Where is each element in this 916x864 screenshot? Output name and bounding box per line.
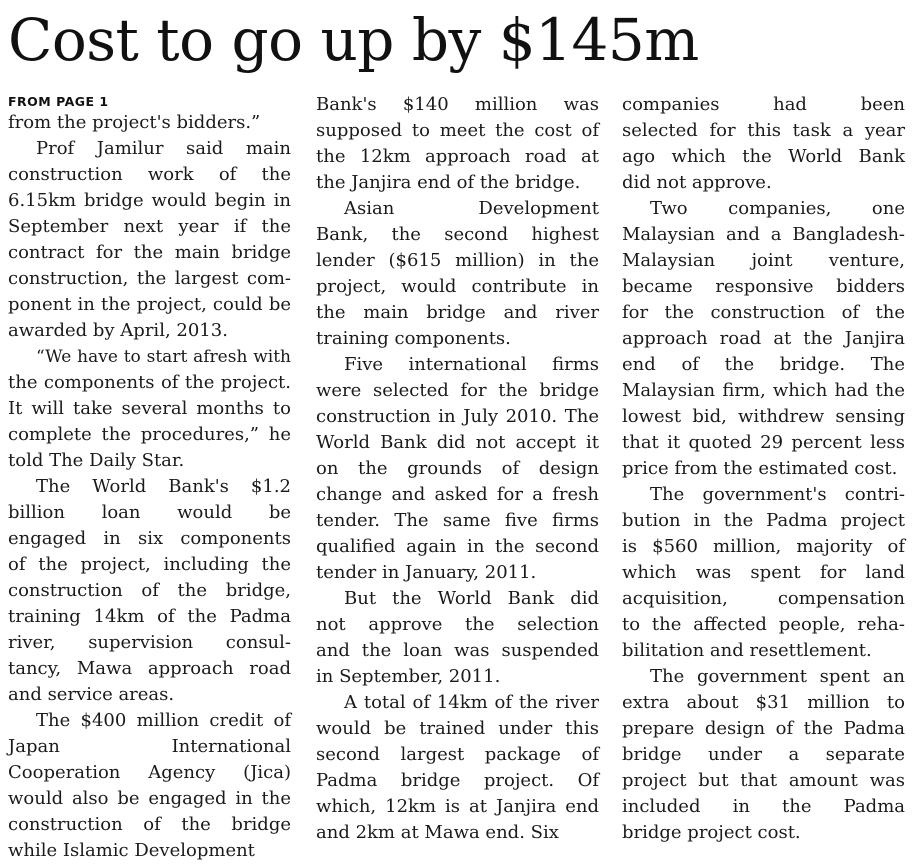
article-paragraph <box>316 92 599 196</box>
text-line: construction of the bridge <box>8 814 291 835</box>
text-line: The government spent an <box>650 666 905 687</box>
text-line: The World Bank's $1.2 <box>36 476 291 497</box>
text-line: contract for the main bridge <box>8 242 291 263</box>
text-line: “We have to start afresh with <box>36 347 291 367</box>
article-paragraph <box>316 690 599 846</box>
text-line: which was spent for land <box>622 562 905 583</box>
text-line: extra about $31 million to <box>622 692 905 713</box>
text-line: the main bridge and river <box>316 302 599 323</box>
text-line: construction, the largest com- <box>8 268 291 289</box>
headline: Cost to go up by $145m <box>8 6 699 74</box>
article-column-1 <box>8 92 291 861</box>
text-line: construction of the bridge, <box>8 580 291 601</box>
article-paragraph <box>316 586 599 690</box>
text-line: would be trained under this <box>316 718 599 739</box>
text-line: included in the Padma <box>622 796 905 817</box>
article-paragraph <box>8 474 291 708</box>
text-line: in September, 2011. <box>316 666 501 687</box>
text-line: companies had been <box>622 94 905 115</box>
article-paragraph <box>316 352 599 586</box>
text-line: Bank's $140 million was <box>316 94 599 115</box>
text-line: Malaysian firm, which had the <box>622 380 905 401</box>
text-line: project, would contribute in <box>316 276 599 297</box>
text-line: project but that amount was <box>622 770 905 791</box>
article-paragraph <box>8 136 291 344</box>
text-line: Japan International <box>8 736 291 757</box>
article-paragraph <box>8 344 291 474</box>
text-line: It will take several months to <box>8 398 291 419</box>
text-line: tender in January, 2011. <box>316 562 537 583</box>
text-line: second largest package of <box>316 744 599 765</box>
text-line: told The Daily Star. <box>8 450 185 471</box>
text-line: construction in July 2010. The <box>316 406 599 427</box>
text-line: bution in the Padma project <box>622 510 905 531</box>
text-line: that it quoted 29 percent less <box>622 432 905 453</box>
text-line: were selected for the bridge <box>316 380 599 401</box>
text-line: engaged in six components <box>8 528 291 549</box>
text-line: Bank, the second highest <box>316 224 599 245</box>
text-line: end of the bridge. The <box>622 354 905 375</box>
article-paragraph <box>622 664 905 846</box>
text-line: World Bank did not accept it <box>316 432 599 453</box>
text-line: river, supervision consul- <box>8 632 291 653</box>
text-line: for the construction of the <box>622 302 905 323</box>
text-line: qualified again in the second <box>316 536 599 557</box>
text-line: lowest bid, withdrew sensing <box>622 406 905 427</box>
article-paragraph <box>316 196 599 352</box>
text-line: while Islamic Development <box>8 840 255 861</box>
text-line: ponent in the project, could be <box>8 294 291 315</box>
text-line: is $560 million, majority of <box>622 536 905 557</box>
text-line: Five international firms <box>344 354 599 375</box>
text-line: training components. <box>316 328 511 349</box>
text-line: Asian Development <box>344 198 599 219</box>
text-line: The $400 million credit of <box>36 710 291 731</box>
text-line: of the project, including the <box>8 554 291 575</box>
text-line: Two companies, one <box>650 198 905 219</box>
text-line: training 14km of the Padma <box>8 606 291 627</box>
text-line: construction work of the <box>8 164 291 185</box>
article-column-2 <box>316 92 599 842</box>
text-line: bridge under a separate <box>622 744 905 765</box>
text-line: to the affected people, reha- <box>622 614 905 635</box>
continuation-kicker: FROM PAGE 1 <box>8 94 109 109</box>
text-line: billion loan would be <box>8 502 291 523</box>
text-line: complete the procedures,” he <box>8 424 291 445</box>
text-line: supposed to meet the cost of <box>316 120 599 141</box>
text-line: ago which the World Bank <box>622 146 905 167</box>
text-line: Prof Jamilur said main <box>36 138 291 159</box>
text-line: tancy, Mawa approach road <box>8 658 291 679</box>
text-line: on the grounds of design <box>316 458 599 479</box>
text-line: the components of the project. <box>8 372 291 393</box>
text-line: Padma bridge project. Of <box>316 770 599 791</box>
article-paragraph <box>622 196 905 482</box>
text-line: A total of 14km of the river <box>344 692 599 713</box>
text-line: Cooperation Agency (Jica) <box>8 762 291 783</box>
text-line: became responsive bidders <box>622 276 905 297</box>
text-line: would also be engaged in the <box>8 788 291 809</box>
text-line: the 12km approach road at <box>316 146 599 167</box>
text-line: acquisition, compensation <box>622 588 905 609</box>
article-column-3 <box>622 92 905 842</box>
text-line: and 2km at Mawa end. Six <box>316 822 559 843</box>
text-line: 6.15km bridge would begin in <box>8 190 291 211</box>
text-line: approach road at the Janjira <box>622 328 905 349</box>
article-paragraph <box>8 110 291 136</box>
article-paragraph <box>622 482 905 664</box>
article-paragraph <box>8 708 291 864</box>
text-line: bridge project cost. <box>622 822 801 843</box>
text-line: September next year if the <box>8 216 291 237</box>
text-line: and service areas. <box>8 684 175 705</box>
text-line: which, 12km is at Janjira end <box>316 796 599 817</box>
text-line: selected for this task a year <box>622 120 905 141</box>
text-line: the Janjira end of the bridge. <box>316 172 581 193</box>
text-line: change and asked for a fresh <box>316 484 599 505</box>
text-line: price from the estimated cost. <box>622 458 898 479</box>
text-line: from the project's bidders.” <box>8 112 261 133</box>
text-line: and the loan was suspended <box>316 640 599 661</box>
text-line: bilitation and resettlement. <box>622 640 872 661</box>
text-line: Malaysian joint venture, <box>622 250 905 271</box>
text-line: awarded by April, 2013. <box>8 320 228 341</box>
text-line: lender ($615 million) in the <box>316 250 599 271</box>
text-line: Malaysian and a Bangladesh- <box>622 224 905 245</box>
text-line: did not approve. <box>622 172 772 193</box>
text-line: not approve the selection <box>316 614 599 635</box>
text-line: But the World Bank did <box>344 588 599 609</box>
text-line: The government's contri- <box>650 484 905 505</box>
article-paragraph <box>622 92 905 196</box>
text-line: prepare design of the Padma <box>622 718 905 739</box>
text-line: tender. The same five firms <box>316 510 599 531</box>
